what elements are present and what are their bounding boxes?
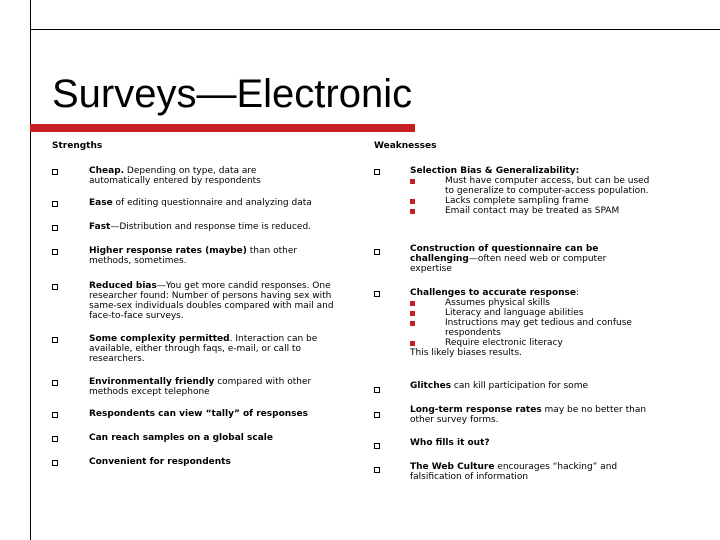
strength-item: Ease of editing questionnaire and analyzing data xyxy=(89,198,312,208)
sub-item: Instructions may get tedious and confuse respondents xyxy=(410,318,660,338)
bullet-box-icon xyxy=(374,387,380,393)
strength-item: Convenient for respondents xyxy=(89,457,231,467)
sub-item: Assumes physical skills xyxy=(410,298,660,308)
red-square-bullet-icon xyxy=(410,179,415,184)
strength-item: Environmentally friendly compared with other methods except telephone xyxy=(89,377,312,397)
strength-item: Can reach samples on a global scale xyxy=(89,433,273,443)
bullet-box-icon xyxy=(52,460,58,466)
red-square-bullet-icon xyxy=(410,311,415,316)
weaknesses-heading: Weaknesses xyxy=(374,141,437,151)
sub-item: Email contact may be treated as SPAM xyxy=(410,206,660,216)
strength-item: Respondents can view “tally” of responses xyxy=(89,409,308,419)
frame-line-horizontal xyxy=(30,29,720,30)
bullet-box-icon xyxy=(52,337,58,343)
bullet-box-icon xyxy=(52,436,58,442)
bullet-box-icon xyxy=(52,225,58,231)
strength-item: Reduced bias—You get more candid responses. One researcher found: Number of persons having sex with same-sex individuals doubles compared with mail and face-to-face surveys. xyxy=(89,281,334,321)
bullet-box-icon xyxy=(374,291,380,297)
sub-item: Lacks complete sampling frame xyxy=(410,196,660,206)
bullet-box-icon xyxy=(52,412,58,418)
frame-line-vertical xyxy=(30,0,31,540)
bullet-box-icon xyxy=(52,169,58,175)
weakness-item: Construction of questionnaire can be challenging—often need web or computer expertise xyxy=(410,244,607,274)
slide-title: Surveys—Electronic xyxy=(52,72,413,116)
red-square-bullet-icon xyxy=(410,341,415,346)
bullet-box-icon xyxy=(52,380,58,386)
weakness-item: Glitches can kill participation for some xyxy=(410,381,588,391)
bullet-box-icon xyxy=(52,201,58,207)
bullet-box-icon xyxy=(374,467,380,473)
bullet-box-icon xyxy=(374,443,380,449)
bullet-box-icon xyxy=(374,249,380,255)
strengths-heading: Strengths xyxy=(52,141,103,151)
weakness-item: Challenges to accurate response: Assumes physical skills Literacy and language abilities Instructions may get tedious and confuse respondents Require electronic literacy This likely biases results. xyxy=(410,288,660,358)
title-accent-bar xyxy=(30,124,415,132)
strength-item: Some complexity permitted. Interaction can be available, either through faqs, e-mail, or call to researchers. xyxy=(89,334,318,364)
strength-item: Higher response rates (maybe) than other methods, sometimes. xyxy=(89,246,298,266)
red-square-bullet-icon xyxy=(410,321,415,326)
sub-item: Require electronic literacy xyxy=(410,338,660,348)
bullet-box-icon xyxy=(374,412,380,418)
bullet-box-icon xyxy=(52,249,58,255)
strength-item: Fast—Distribution and response time is reduced. xyxy=(89,222,312,232)
red-square-bullet-icon xyxy=(410,301,415,306)
weakness-item: Who fills it out? xyxy=(410,438,490,448)
sub-item: Must have computer access, but can be used to generalize to computer-access population. xyxy=(410,176,660,196)
bullet-box-icon xyxy=(374,169,380,175)
weakness-item: Long-term response rates may be no better than other survey forms. xyxy=(410,405,647,425)
red-square-bullet-icon xyxy=(410,199,415,204)
strength-item: Cheap. Depending on type, data are automatically entered by respondents xyxy=(89,166,261,186)
weakness-item: The Web Culture encourages “hacking” and falsification of information xyxy=(410,462,618,482)
bullet-box-icon xyxy=(52,284,58,290)
weakness-item: Selection Bias & Generalizability: Must have computer access, but can be used to generalize to computer-access population. Lacks complete sampling frame Email contact may be treated as SPAM xyxy=(410,166,660,216)
sub-item: Literacy and language abilities xyxy=(410,308,660,318)
red-square-bullet-icon xyxy=(410,209,415,214)
